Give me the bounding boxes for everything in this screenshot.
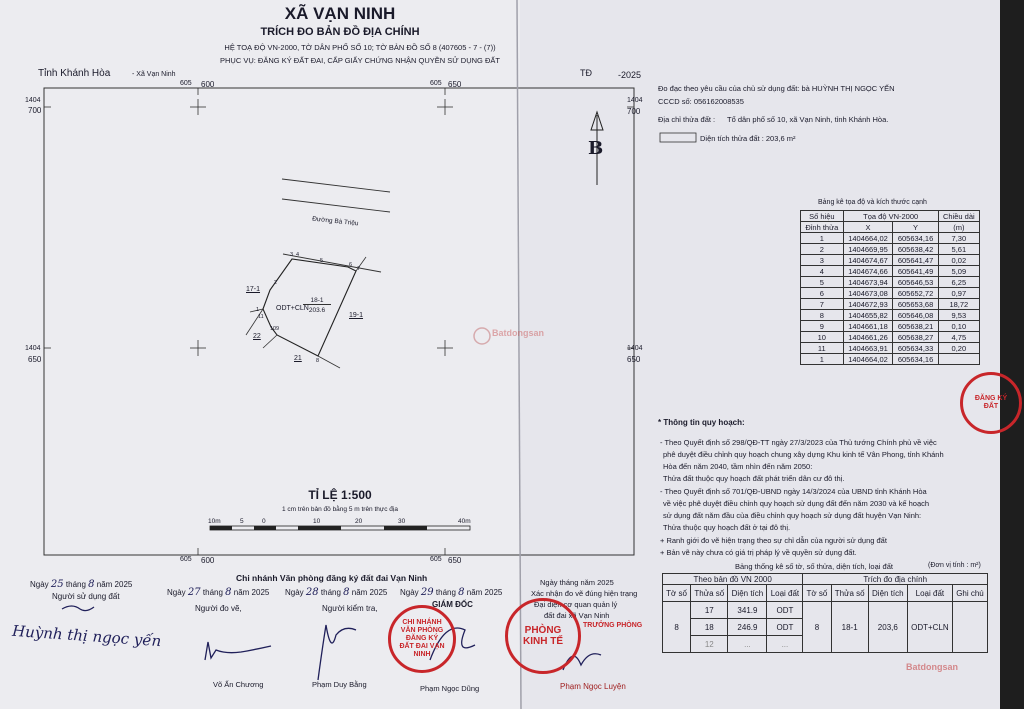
- vertex-9: 9: [276, 326, 280, 332]
- office-stamp: CHI NHÁNH VĂN PHÒNG ĐĂNG KÝ ĐẤT ĐAI VẠN NINH: [388, 605, 456, 673]
- coord-cell: 9,53: [938, 310, 979, 321]
- coord-cell: 605638,27: [893, 332, 938, 343]
- final-table: [662, 573, 988, 653]
- coord-row: [801, 299, 980, 310]
- coord-cell: 605638,21: [893, 321, 938, 332]
- confirm-line3: đất đai xã Vạn Ninh: [544, 611, 610, 620]
- fin-type-12: ...: [767, 636, 803, 653]
- coord-cell: 1404661,26: [843, 332, 893, 343]
- cccd: CCCD số: 056162008535: [658, 97, 744, 106]
- vertex-7: 7: [357, 266, 361, 272]
- measurer-name: Võ Ấn Chương: [213, 680, 264, 689]
- coord-row: [801, 310, 980, 321]
- scale-note: 1 cm trên bản đồ bằng 5 m trên thực địa: [281, 506, 398, 513]
- coord-h-toado: Tọa độ VN-2000: [843, 211, 938, 222]
- road-name: Đường Bà Triệu: [311, 215, 359, 228]
- owner-title: Người sử dụng đất: [52, 592, 120, 601]
- coord-cell: 0,20: [938, 343, 979, 354]
- coord-row: [801, 354, 980, 365]
- coord-cell: 605641,49: [893, 266, 938, 277]
- grid-label-y1404b: 1404: [627, 97, 643, 104]
- fin-area-12: ...: [728, 636, 767, 653]
- office-name: Chi nhánh Văn phòng đăng ký đất đai Vạn Ninh: [236, 573, 428, 583]
- fin-h-loaidat-r: Loại đất: [907, 585, 952, 602]
- td-label: TĐ: [580, 68, 592, 78]
- coord-cell: 605652,72: [893, 288, 938, 299]
- coord-cell: 5,09: [938, 266, 979, 277]
- fin-h-ghichu: Ghi chú: [952, 585, 987, 602]
- coord-system-line: HỆ TOẠ ĐỘ VN-2000, TỜ DÂN PHỐ SỐ 10; TỜ BẢN ĐỒ SỐ 8 (407605 - 7 - (7)): [224, 43, 496, 52]
- coord-h-x: X: [843, 222, 893, 233]
- coord-cell: 1: [801, 354, 844, 365]
- neighbor-17-1: 17-1: [246, 286, 261, 293]
- checker-title: Người kiểm tra,: [322, 604, 378, 613]
- coord-cell: 605638,42: [893, 244, 938, 255]
- coord-row: [801, 321, 980, 332]
- coord-row: [801, 277, 980, 288]
- grid-label-y650a: 650: [28, 355, 42, 364]
- planning-p5: - Theo Quyết định số 701/QĐ-UBND ngày 14/3/2024 của UBND tỉnh Khánh Hòa: [660, 487, 927, 496]
- coord-cell: 11: [801, 343, 844, 354]
- neighbor-22: 22: [253, 333, 261, 340]
- coord-cell: 9: [801, 321, 844, 332]
- coord-h-y: Y: [893, 222, 938, 233]
- purpose-line: PHỤC VỤ: ĐĂNG KÝ ĐẤT ĐAI, CẤP GIẤY CHỨNG NHẬN QUYỀN SỬ DỤNG ĐẤT: [220, 56, 500, 65]
- vertex-4: 4: [296, 252, 300, 258]
- grid-label-x650: 650: [448, 80, 462, 89]
- coord-cell: 605634,16: [893, 354, 938, 365]
- coord-cell: 7,30: [938, 233, 979, 244]
- watermark-text-corner: Batdongsan: [906, 662, 959, 672]
- fin-thua-12: 12: [691, 636, 728, 653]
- confirm-title: TRƯỞNG PHÒNG: [583, 622, 643, 629]
- coord-cell: 5: [801, 277, 844, 288]
- fin-h-vn2000: Theo bản đồ VN 2000: [663, 574, 803, 585]
- coord-cell: 1404663,91: [843, 343, 893, 354]
- scale-bar: [210, 526, 470, 530]
- coord-cell: 1404674,67: [843, 255, 893, 266]
- coord-cell: 605646,53: [893, 277, 938, 288]
- note-legal: + Bản vẽ này chưa có giá trị pháp lý về quyền sử dụng đất.: [660, 548, 857, 557]
- vertex-6: 6: [349, 262, 353, 268]
- fin-h-loaidat-l: Loại đất: [767, 585, 803, 602]
- confirm-line2: Đại diện cơ quan quản lý: [534, 600, 618, 609]
- fin-area-17: 341.9: [728, 602, 767, 619]
- road-edge-top: [282, 179, 390, 192]
- scale-tick-40m: 40m: [458, 518, 471, 525]
- coord-cell: 5,61: [938, 244, 979, 255]
- grid-label-y1404d: 1404: [627, 345, 643, 352]
- doc-title: XÃ VẠN NINH: [284, 4, 396, 23]
- grid-label-x650-bottom: 650: [448, 556, 462, 565]
- coord-row: [801, 244, 980, 255]
- coord-row: [801, 332, 980, 343]
- fin-type-18: ODT: [767, 619, 803, 636]
- neighbor-boundary-south: [318, 356, 340, 368]
- coord-cell: 605653,68: [893, 299, 938, 310]
- grid-label-x605: 605: [180, 80, 192, 87]
- address: Tổ dân phố số 10, xã Vạn Ninh, tỉnh Khánh Hòa.: [727, 115, 889, 124]
- watermark-text: Batdongsan: [492, 328, 545, 338]
- map-frame: [44, 88, 634, 555]
- coord-cell: 3: [801, 255, 844, 266]
- check-date: Ngày 28 tháng 8 năm 2025: [285, 587, 388, 598]
- address-label: Địa chỉ thửa đất :: [658, 115, 716, 124]
- coord-row: [801, 255, 980, 266]
- scale-tick-10: 10: [313, 518, 321, 525]
- confirm-date: Ngày tháng năm 2025: [540, 578, 614, 587]
- grid-label-x605b: 605: [430, 80, 442, 87]
- grid-label-x600: 600: [201, 80, 215, 89]
- planning-p2: phê duyệt điều chỉnh quy hoạch chung xây dựng Khu kinh tế Vân Phong, tỉnh Khánh: [663, 450, 944, 459]
- north-label: B: [588, 138, 604, 159]
- coord-h-m: (m): [938, 222, 979, 233]
- owner-request: Đo đạc theo yêu cầu của chủ sử dụng đất: bà HUỲNH THỊ NGỌC YẾN: [658, 84, 895, 93]
- phong-kinh-te-stamp: PHÒNG KINH TẾ: [505, 598, 581, 674]
- coord-cell: 6: [801, 288, 844, 299]
- director-date: Ngày 29 tháng 8 năm 2025: [400, 587, 503, 598]
- planning-p4: Thửa đất thuộc quy hoạch đất phát triển dân cư đô thị.: [663, 474, 845, 483]
- fin-type-right: ODT+CLN: [907, 602, 952, 653]
- grid-label-x605-bottom: 605: [180, 556, 192, 563]
- fin-h-toso-l: Tờ số: [663, 585, 691, 602]
- fin-thua-18: 18: [691, 619, 728, 636]
- year-label: -2025: [618, 70, 642, 80]
- vertex-11: 11: [258, 314, 264, 320]
- parcel-area-label: 203.6: [308, 307, 326, 314]
- coord-cell: 1404672,93: [843, 299, 893, 310]
- measurer-title: Người đo vẽ,: [195, 604, 242, 613]
- coord-cell: 4: [801, 266, 844, 277]
- coord-h-sohieu: Số hiệu: [801, 211, 844, 222]
- coord-row: [801, 233, 980, 244]
- coord-cell: 1404664,02: [843, 354, 893, 365]
- grid-label-y1404a: 1404: [25, 97, 41, 104]
- coord-cell: 8: [801, 310, 844, 321]
- grid-label-y650b: 650: [627, 355, 641, 364]
- coord-h-chieudai: Chiều dài: [938, 211, 979, 222]
- fin-note: [952, 602, 987, 653]
- coord-h-dinh: Đỉnh thửa: [801, 222, 844, 233]
- coord-cell: 605634,33: [893, 343, 938, 354]
- planning-title: * Thông tin quy hoạch:: [658, 418, 745, 427]
- fin-type-17: ODT: [767, 602, 803, 619]
- coord-cell: 2: [801, 244, 844, 255]
- coord-cell: 0,97: [938, 288, 979, 299]
- coord-cell: 605634,16: [893, 233, 938, 244]
- coord-cell: 4,75: [938, 332, 979, 343]
- parcel-area: Diện tích thửa đất : 203,6 m²: [700, 134, 796, 143]
- final-table-unit: (Đơn vị tính : m²): [928, 562, 981, 569]
- grid-label-y1404c: 1404: [25, 345, 41, 352]
- fin-h-thuaso-l: Thửa số: [691, 585, 728, 602]
- coord-row: [801, 288, 980, 299]
- parcel-id-label: 18-1: [303, 297, 331, 305]
- vertex-3: 3: [290, 252, 294, 258]
- coord-table: [800, 210, 980, 365]
- fin-toso-left: 8: [663, 602, 691, 653]
- coord-table-body: [801, 233, 980, 365]
- neighbor-19-1: 19-1: [349, 312, 364, 319]
- vertex-1: 1: [256, 307, 260, 313]
- scale-tick-0: 0: [262, 518, 266, 525]
- coord-cell: 1404661,18: [843, 321, 893, 332]
- neighbor-21: 21: [294, 355, 302, 362]
- edge-stamp: ĐĂNG KÝ ĐẤT: [960, 372, 1022, 434]
- grid-label-x605b-bottom: 605: [430, 556, 442, 563]
- grid-label-y700b: 700: [627, 107, 641, 116]
- vertex-2: 2: [274, 280, 278, 286]
- commune: - Xã Vạn Ninh: [132, 71, 176, 78]
- fin-h-dientich-l: Diện tích: [728, 585, 767, 602]
- measure-date: Ngày 27 tháng 8 năm 2025: [167, 587, 270, 598]
- coord-cell: 605646,08: [893, 310, 938, 321]
- scale-tick-5: 5: [240, 518, 244, 525]
- final-table-title: Bảng thống kê số tờ, số thửa, diện tích, loại đất: [735, 562, 893, 571]
- coord-cell: 1404664,02: [843, 233, 893, 244]
- coord-cell: 1404673,08: [843, 288, 893, 299]
- checker-name: Phạm Duy Bằng: [312, 680, 367, 689]
- planning-p6: về việc phê duyệt điều chỉnh quy hoạch sử dụng đất đến năm 2030 và kế hoạch: [663, 499, 930, 508]
- coord-cell: 1404674,66: [843, 266, 893, 277]
- coord-cell: 18,72: [938, 299, 979, 310]
- doc-subtitle: TRÍCH ĐO BẢN ĐỒ ĐỊA CHÍNH: [260, 26, 420, 38]
- planning-p1: - Theo Quyết định số 298/QĐ-TT ngày 27/3/2023 của Thủ tướng Chính phủ về việc: [660, 438, 937, 447]
- confirm-name: Phạm Ngọc Luyện: [560, 682, 626, 691]
- fin-h-trich: Trích đo địa chính: [803, 574, 988, 585]
- province: Tỉnh Khánh Hòa: [38, 68, 111, 79]
- coord-table-title: Bảng kê tọa độ và kích thước cạnh: [818, 199, 927, 206]
- coord-cell: 0,10: [938, 321, 979, 332]
- area-legend-box: [660, 133, 696, 142]
- scale-tick-30: 30: [398, 518, 406, 525]
- fin-area-18: 246.9: [728, 619, 767, 636]
- coord-cell: 1404655,82: [843, 310, 893, 321]
- road-edge-bottom: [282, 199, 390, 212]
- fin-h-dientich-r: Diện tích: [868, 585, 907, 602]
- coord-row: [801, 343, 980, 354]
- fin-h-thuaso-r: Thửa số: [831, 585, 868, 602]
- owner-date: Ngày 25 tháng 8 năm 2025: [30, 579, 133, 590]
- fin-thua-right: 18-1: [831, 602, 868, 653]
- vertex-8: 8: [316, 358, 320, 364]
- note-boundary: + Ranh giới đo vẽ hiện trạng theo sự chỉ dẫn của người sử dụng đất: [660, 536, 887, 545]
- coord-cell: [938, 354, 979, 365]
- coord-cell: 6,25: [938, 277, 979, 288]
- confirm-line1: Xác nhận đo vẽ đúng hiện trạng: [531, 589, 638, 598]
- watermark-logo: [474, 328, 490, 344]
- director-name: Phạm Ngọc Dũng: [420, 684, 480, 693]
- coord-cell: 605641,47: [893, 255, 938, 266]
- grid-label-x600-bottom: 600: [201, 556, 215, 565]
- coord-cell: 10: [801, 332, 844, 343]
- planning-p8: Thửa thuộc quy hoạch đất ở tại đô thị.: [663, 523, 791, 532]
- fin-thua-17: 17: [691, 602, 728, 619]
- coord-cell: 1404673,94: [843, 277, 893, 288]
- scale-title: TỈ LỆ 1:500: [308, 488, 372, 502]
- fin-toso-right: 8: [803, 602, 831, 653]
- coord-cell: 0,02: [938, 255, 979, 266]
- coord-cell: 7: [801, 299, 844, 310]
- planning-p7: sử dụng đất năm đầu của điều chỉnh quy hoạch sử dụng đất huyện Vạn Ninh:: [663, 511, 922, 520]
- owner-handwritten-name: Huỳnh thị ngọc yến: [11, 621, 162, 651]
- neighbor-boundary-sw: [263, 335, 277, 348]
- vertex-5: 5: [320, 258, 324, 264]
- coord-cell: 1404669,95: [843, 244, 893, 255]
- coord-row: [801, 266, 980, 277]
- fin-area-right: 203,6: [868, 602, 907, 653]
- scale-tick-20: 20: [355, 518, 363, 525]
- director-title: GIÁM ĐỐC: [432, 600, 473, 609]
- coord-cell: 1: [801, 233, 844, 244]
- vertex-10: 10: [270, 326, 277, 332]
- grid-crosses: [44, 88, 634, 555]
- planning-p3: Hòa đến năm 2040, tầm nhìn đến năm 2050:: [663, 462, 813, 471]
- parcel-type-label: ODT+CLN: [276, 305, 309, 312]
- page-fold: [517, 0, 521, 709]
- fin-h-toso-r: Tờ số: [803, 585, 831, 602]
- neighbor-boundary-west: [246, 309, 263, 335]
- scale-tick-10m: 10m: [208, 518, 221, 525]
- grid-label-y700a: 700: [28, 106, 42, 115]
